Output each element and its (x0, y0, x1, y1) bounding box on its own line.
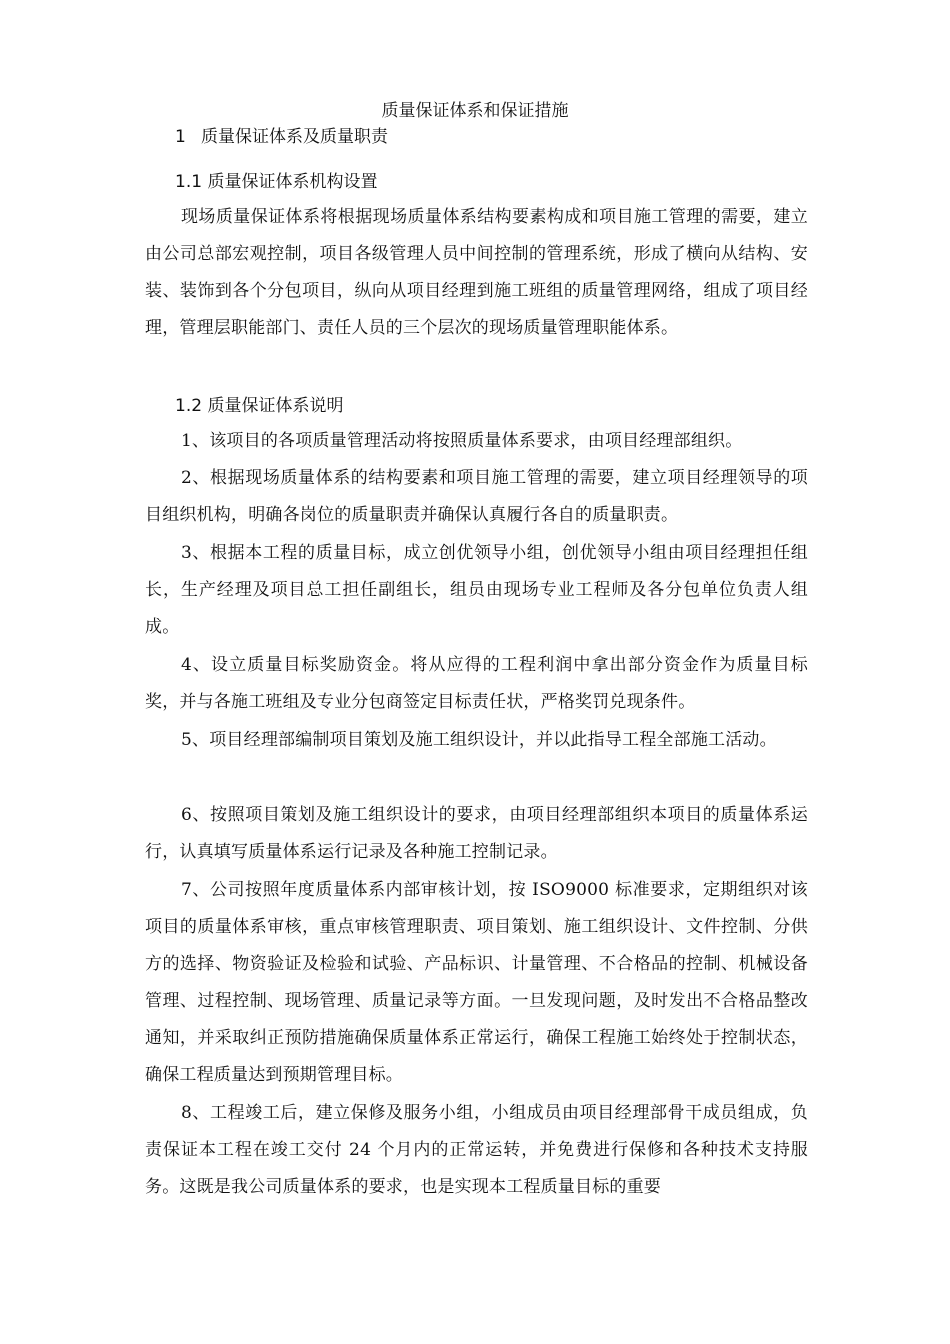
document-title: 质量保证体系和保证措施 (381, 101, 569, 121)
section-1-1-paragraph: 现场质量保证体系将根据现场质量体系结构要素构成和项目施工管理的需要，建立由公司总部宏观控制，项目各级管理人员中间控制的管理系统，形成了横向从结构、安装、装饰到各个分包项目，纵向从项目经理到施工班组的质量管理网络，组成了项目经理，管理层职能部门、责任人员的三个层次的现场质量管理职能体系。 (145, 207, 808, 338)
section-1-title: 质量保证体系及质量职责 (201, 127, 388, 147)
list-item: 7、公司按照年度质量体系内部审核计划，按 ISO9000 标准要求，定期组织对该项目的质量体系审核，重点审核管理职责、项目策划、施工组织设计、文件控制、分供方的选择、物资验证及检验和试验、产品标识、计量管理、不合格品的控制、机械设备管理、过程控制、现场管理、质量记录等方面。一旦发现问题，及时发出不合格品整改通知，并采取纠正预防措施确保质量体系正常运行，确保工程施工始终处于控制状态，确保工程质量达到预期管理目标。 (145, 880, 808, 1085)
list-item: 8、工程竣工后，建立保修及服务小组，小组成员由项目经理部骨干成员组成，负责保证本工程在竣工交付 24 个月内的正常运转，并免费进行保修和各种技术支持服务。这既是我公司质量体系的要求，也是实现本工程质量目标的重要 (145, 1103, 808, 1197)
section-1-2-heading: 1.2 质量保证体系说明 (175, 396, 344, 416)
list-item: 6、按照项目策划及施工组织设计的要求，由项目经理部组织本项目的质量体系运行，认真填写质量体系运行记录及各种施工控制记录。 (145, 805, 808, 862)
list-item: 5、项目经理部编制项目策划及施工组织设计，并以此指导工程全部施工活动。 (181, 730, 777, 750)
list-item: 4、设立质量目标奖励资金。将从应得的工程利润中拿出部分资金作为质量目标奖，并与各施工班组及专业分包商签定目标责任状，严格奖罚兑现条件。 (145, 655, 808, 712)
section-1-heading (175, 124, 388, 150)
list-item: 2、根据现场质量体系的结构要素和项目施工管理的需要，建立项目经理领导的项目组织机构，明确各岗位的质量职责并确保认真履行各自的质量职责。 (145, 468, 808, 525)
list-item: 3、根据本工程的质量目标，成立创优领导小组，创优领导小组由项目经理担任组长，生产经理及项目总工担任副组长，组员由现场专业工程师及各分包单位负责人组成。 (145, 543, 808, 637)
list-item: 1、该项目的各项质量管理活动将按照质量体系要求，由项目经理部组织。 (181, 431, 743, 451)
section-1-number: 1 (175, 127, 186, 147)
section-1-1-heading: 1.1 质量保证体系机构设置 (175, 172, 378, 192)
